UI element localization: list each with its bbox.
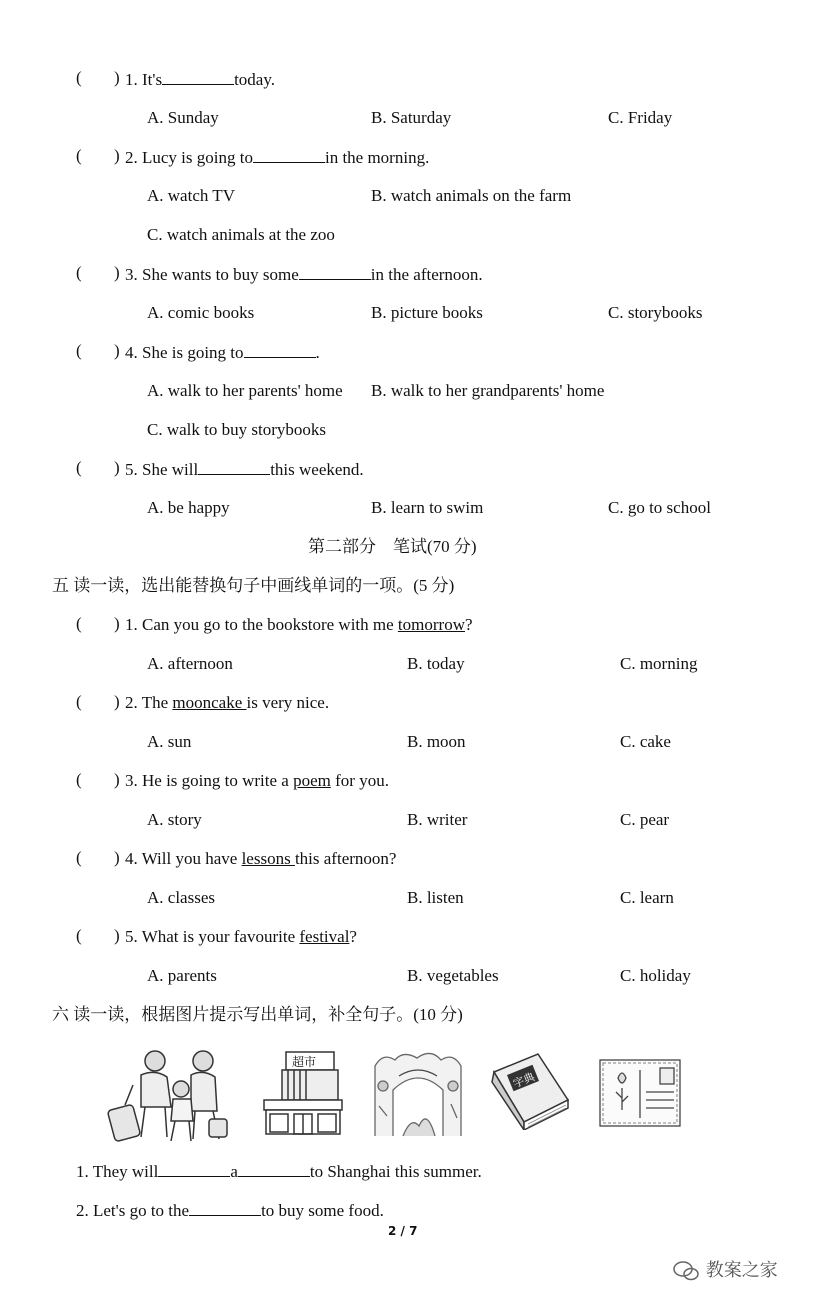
dictionary-picture bbox=[488, 1050, 572, 1130]
answer-paren-close: ) bbox=[114, 926, 120, 945]
answer-paren-open: ( bbox=[76, 68, 82, 87]
fill-sentence-1: 1. They will a to Shanghai this summer. bbox=[76, 1162, 482, 1181]
option-c: C. watch animals at the zoo bbox=[147, 225, 335, 244]
fill-sentence-2: 2. Let's go to the to buy some food. bbox=[76, 1201, 384, 1220]
option-a: A. be happy bbox=[147, 498, 230, 517]
option-a: A. walk to her parents' home bbox=[147, 381, 343, 400]
option-b: B. today bbox=[407, 654, 465, 673]
answer-blank[interactable] bbox=[189, 1199, 261, 1216]
question-text: 1. It's today. bbox=[125, 70, 275, 89]
family-travel-picture bbox=[105, 1045, 230, 1145]
supermarket-picture bbox=[262, 1050, 344, 1136]
watermark-text: 教案之家 bbox=[705, 1260, 778, 1281]
answer-blank[interactable] bbox=[299, 263, 371, 280]
answer-blank[interactable] bbox=[253, 146, 325, 163]
underlined-word: poem bbox=[293, 771, 331, 790]
watermark bbox=[672, 1256, 778, 1282]
section-6-heading: 六 读一读，根据图片提示写出单词，补全句子。(10 分) bbox=[52, 1005, 463, 1024]
answer-paren-close: ) bbox=[114, 68, 120, 87]
option-a: A. sun bbox=[147, 732, 192, 751]
answer-paren-open: ( bbox=[76, 146, 82, 165]
answer-paren-open: ( bbox=[76, 848, 82, 867]
option-c: C. pear bbox=[620, 810, 670, 829]
answer-paren-open: ( bbox=[76, 614, 82, 633]
answer-paren-close: ) bbox=[114, 848, 120, 867]
option-b: B. learn to swim bbox=[371, 498, 484, 517]
answer-blank[interactable] bbox=[158, 1160, 230, 1177]
answer-paren-open: ( bbox=[76, 770, 82, 789]
option-a: A. classes bbox=[147, 888, 215, 907]
option-c: C. learn bbox=[620, 888, 674, 907]
answer-paren-open: ( bbox=[76, 263, 82, 282]
answer-paren-open: ( bbox=[76, 458, 82, 477]
option-c: C. morning bbox=[620, 654, 698, 673]
option-c: C. Friday bbox=[608, 108, 673, 127]
option-a: A. parents bbox=[147, 966, 217, 985]
question-text: 5. What is your favourite festival? bbox=[125, 927, 357, 946]
option-a: A. story bbox=[147, 810, 202, 829]
underlined-word: lessons bbox=[241, 849, 295, 868]
answer-paren-close: ) bbox=[114, 263, 120, 282]
answer-paren-close: ) bbox=[114, 458, 120, 477]
option-b: B. Saturday bbox=[371, 108, 452, 127]
option-a: A. comic books bbox=[147, 303, 255, 322]
option-b: B. listen bbox=[407, 888, 464, 907]
question-text: 2. The mooncake is very nice. bbox=[125, 693, 330, 712]
answer-blank[interactable] bbox=[238, 1160, 310, 1177]
answer-paren-close: ) bbox=[114, 614, 120, 633]
option-b: B. vegetables bbox=[407, 966, 499, 985]
option-c: C. holiday bbox=[620, 966, 691, 985]
answer-blank[interactable] bbox=[198, 458, 270, 475]
zoo-picture bbox=[373, 1046, 463, 1138]
answer-paren-open: ( bbox=[76, 926, 82, 945]
option-a: A. watch TV bbox=[147, 186, 235, 205]
question-text: 4. Will you have lessons this afternoon? bbox=[125, 849, 397, 868]
underlined-word: festival bbox=[299, 927, 350, 946]
supermarket-sign: 超市 bbox=[292, 1055, 317, 1069]
option-b: B. picture books bbox=[371, 303, 483, 322]
dictionary-label: 字典 bbox=[511, 1070, 537, 1091]
answer-paren-open: ( bbox=[76, 341, 82, 360]
postcard-picture bbox=[598, 1058, 682, 1128]
question-text: 4. She is going to . bbox=[125, 343, 320, 362]
question-text: 3. He is going to write a poem for you. bbox=[125, 771, 389, 790]
option-c: C. walk to buy storybooks bbox=[147, 420, 326, 439]
option-b: B. moon bbox=[407, 732, 466, 751]
option-b: B. writer bbox=[407, 810, 468, 829]
question-text: 1. Can you go to the bookstore with me tomorrow? bbox=[125, 615, 473, 634]
page-number: 2 / 7 bbox=[388, 1224, 418, 1238]
answer-paren-close: ) bbox=[114, 341, 120, 360]
option-c: C. go to school bbox=[608, 498, 711, 517]
answer-blank[interactable] bbox=[162, 68, 234, 85]
answer-paren-close: ) bbox=[114, 770, 120, 789]
wechat-icon bbox=[672, 1260, 700, 1282]
underlined-word: mooncake bbox=[172, 693, 247, 712]
question-text: 3. She wants to buy some in the afternoon. bbox=[125, 265, 483, 284]
option-b: B. watch animals on the farm bbox=[371, 186, 572, 205]
option-b: B. walk to her grandparents' home bbox=[371, 381, 605, 400]
question-text: 2. Lucy is going to in the morning. bbox=[125, 148, 430, 167]
question-text: 5. She will this weekend. bbox=[125, 460, 364, 479]
part-two-title: 第二部分 笔试(70 分) bbox=[308, 537, 477, 556]
option-a: A. Sunday bbox=[147, 108, 219, 127]
option-a: A. afternoon bbox=[147, 654, 233, 673]
option-c: C. cake bbox=[620, 732, 671, 751]
answer-paren-open: ( bbox=[76, 692, 82, 711]
underlined-word: tomorrow bbox=[397, 615, 465, 634]
section-5-heading: 五 读一读，选出能替换句子中画线单词的一项。(5 分) bbox=[52, 576, 455, 595]
answer-paren-close: ) bbox=[114, 146, 120, 165]
option-c: C. storybooks bbox=[608, 303, 703, 322]
answer-paren-close: ) bbox=[114, 692, 120, 711]
answer-blank[interactable] bbox=[244, 341, 316, 358]
